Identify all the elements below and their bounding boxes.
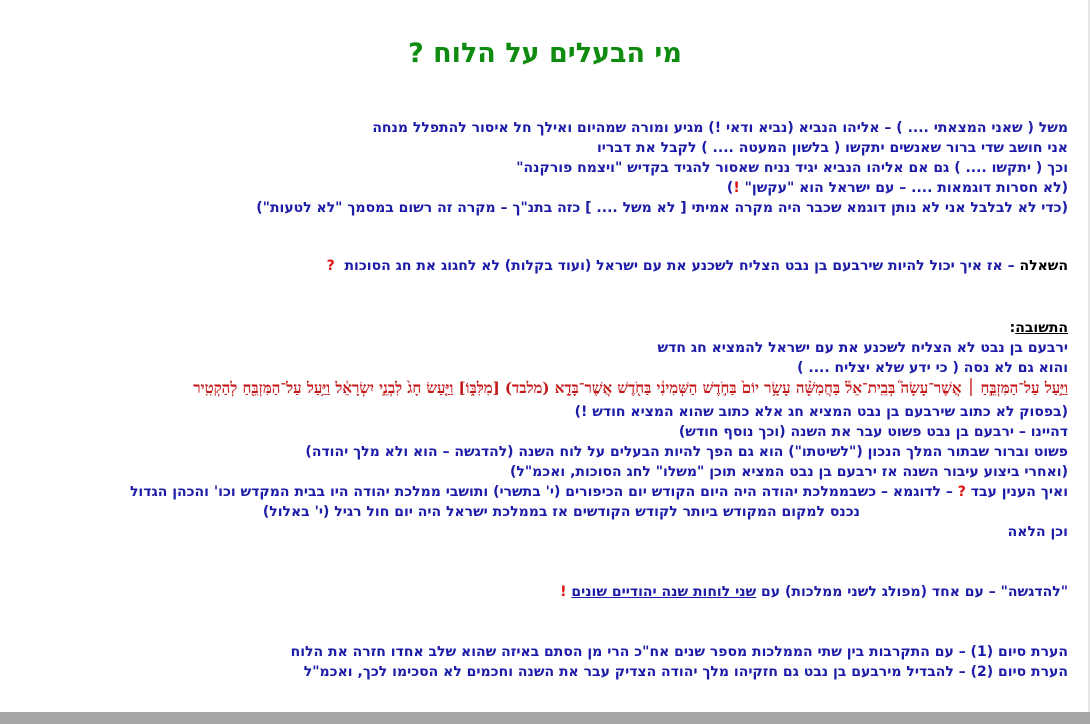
intro-line-3: וכך ( יתקשו .... ) גם אם אליהו הנביא יגיד נניח שאסור להגיד בקדיש "ויצמח פורקנה" [516,160,1068,176]
answer-line-5: פשוט וברור שבתור המלך הנכון ("לשיטתו") הוא גם הפך להיות הבעלים על לוח השנה (להדגשה – הוא ולא מלך יהודה) [305,444,1068,460]
intro-line-1: משל ( שאני המצאתי .... ) – אליהו הנביא (נביא ודאי !) מגיע ומורה שמהיום ואילך חל איסור להתפלל מנחה [372,120,1068,136]
answer-line-4: דהיינו – ירבעם בן נבט פשוט עבר את השנה (וכך נוסף חודש) [678,424,1068,440]
question-label: השאלה [1019,258,1068,274]
emphasis-pre: "להדגשה" – עם אחד (מפולג לשני ממלכות) עם [756,584,1068,600]
answer-example-continuation: נכנס למקום המקודש ביותר לקודש הקודשים אז בממלכת ישראל היה יום חול רגיל (י' באלול) [262,504,860,520]
question-mark: ? [326,258,335,274]
question-line [327,258,1068,274]
answer-line-3: (בפסוק לא כתוב שירבעם בן נבט המציא חג אלא כתוב שהוא המציא חודש !) [574,404,1068,420]
answer-label: התשובה [1015,320,1068,336]
example-post: – לדוגמא – כשבממלכת יהודה היה היום הקודש יום הכיפורים (י' בתשרי) ותושבי ממלכת יהודה היו בבית המקדש וכו' והכהן הגדול [129,484,958,500]
intro-line-2: אני חושב שדי ברור שאנשים יתקשו ( בלשון המעטה .... ) לקבל את דבריו [597,140,1068,156]
intro-line-4-text: (לא חסרות דוגמאות .... – עם ישראל הוא "עקשן" [739,180,1068,196]
intro-line-4-close: ) [726,180,734,196]
emphasis-underlined: שני לוחות שנה יהודיים שונים [571,584,757,600]
answer-line-6: (ואחרי ביצוע עיבור השנה אז ירבעם בן נבט המציא תוכן "משלו" לחג הסוכות, ואכמ"ל) [509,464,1068,480]
answer-line-2: והוא גם לא נסה ( כי ידע שלא יצליח .... ) [797,360,1068,376]
closing-note-1: הערת סיום (1) – עם התקרבות בין שתי הממלכות מספר שנים אח"כ הרי מן הסתם באיזה שהוא שלב אחדו חזרה את הלוח [290,644,1068,660]
emphasis-mark: ! [560,584,572,600]
intro-line-5: (כדי לא לבלבל אני לא נותן דוגמא שכבר היה מקרה אמיתי [ לא משל .... ] כזה בתנ"ך – מקרה זה רשום במסמך "לא לטעות") [256,200,1068,216]
question-text: – אז איך יכול להיות שירבעם בן נבט הצליח לשכנע את עם ישראל (ועוד בקלות) לא לחגוג את חג הסוכות [344,258,1020,274]
intro-line-4 [727,180,1068,196]
emphasis-line [560,584,1068,600]
answer-line-1: ירבעם בן נבט לא הצליח לשכנע את עם ישראל להמציא חג חדש [657,340,1068,356]
example-mark: ? [957,484,966,500]
answer-colon: : [1009,320,1016,336]
answer-example-line [130,484,1068,500]
page-title [0,38,1090,69]
answer-heading [1010,320,1068,336]
page-title-text: מי הבעלים על הלוח ? [408,38,682,69]
intro-line-4-mark: ! [733,180,740,196]
example-pre: ואיך הענין עבד [970,484,1068,500]
answer-etc: וכן הלאה [1007,524,1068,540]
closing-note-2: הערת סיום (2) – להבדיל מירבעם בן נבט גם חזקיהו מלך יהודה הצדיק עבר את השנה וחכמים לא הסכימו לכך, ואכמ"ל [303,664,1068,680]
window-bottom-bar [0,712,1090,724]
scripture-verse: וַיַּ֣עַל עַל־הַמִּזְבֵּ֣חַ ׀ אֲשֶׁר־עָשָׂה֮ בְּבֵֽית־אֵל֒ בַּחֲמִשָּׁ֨ה עָשָׂ֥ר יוֹם֙ בַּחֹ֣דֶשׁ הַשְּׁמִינִ֔י בַּחֹ֖דֶשׁ אֲשֶׁר־בָּדָ֣א (מלבד) [מִלִּבּ֑וֹ] וַיַּ֤עַשׂ חָג֙ לִבְנֵ֣י יִשְׂרָאֵ֔ל וַיַּ֥עַל עַל־הַמִּזְבֵּ֖חַ לְהַקְטִֽיר [193,379,1068,397]
